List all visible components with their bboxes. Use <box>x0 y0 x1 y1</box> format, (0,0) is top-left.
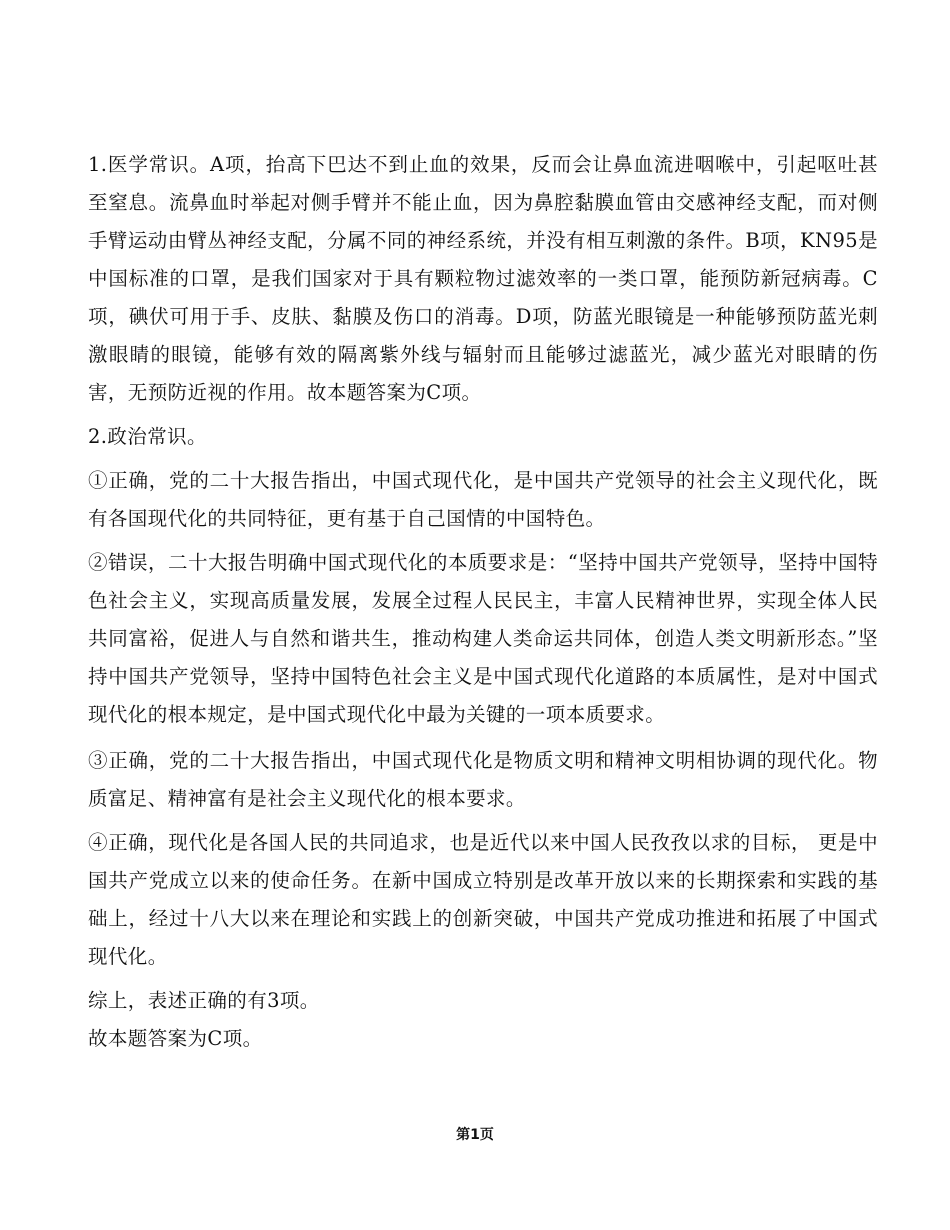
question-2-summary: 综上，表述正确的有3项。 <box>88 989 320 1012</box>
question-2-item-2: ②错误，二十大报告明确中国式现代化的本质要求是：“坚持中国共产党领导，坚持中国特色社会主义，实现高质量发展，发展全过程人民民主，丰富人民精神世界，实现全体人民共同富裕，促进人与自然和谐共生，推动构建人类命运共同体，创造人类文明新形态。”坚持中国共产党领导，坚持中国特色社会主义是中国式现代化道路的本质属性，是对中国式现代化的根本规定，是中国式现代化中最为关键的一项本质要求。 <box>88 551 878 726</box>
question-1-explanation: 1.医学常识。A项，抬高下巴达不到止血的效果，反而会让鼻血流进咽喉中，引起呕吐甚至窒息。流鼻血时举起对侧手臂并不能止血，因为鼻腔黏膜血管由交感神经支配，而对侧手臂运动由臂丛神经支配，分属不同的神经系统，并没有相互刺激的条件。B项，KN95是中国标准的口罩，是我们国家对于具有颗粒物过滤效率的一类口罩，能预防新冠病毒。C项，碘伏可用于手、皮肤、黏膜及伤口的消毒。D项，防蓝光眼镜是一种能够预防蓝光刺激眼睛的眼镜，能够有效的隔离紫外线与辐射而且能够过滤蓝光，减少蓝光对眼睛的伤害，无预防近视的作用。故本题答案为C项。 <box>88 153 878 404</box>
question-2-item-3: ③正确，党的二十大报告指出，中国式现代化是物质文明和精神文明相协调的现代化。物质富足、精神富有是社会主义现代化的根本要求。 <box>88 749 878 810</box>
page-number: 第1页 <box>456 1127 494 1143</box>
document-body <box>88 146 878 1058</box>
question-2-heading: 2.政治常识。 <box>88 425 207 448</box>
question-2-item-4: ④正确，现代化是各国人民的共同追求，也是近代以来中国人民孜孜以求的目标， 更是中国共产党成立以来的使命任务。在新中国成立特别是改革开放以来的长期探索和实践的基础上，经过十八大以来在理论和实践上的创新突破，中国共产党成功推进和拓展了中国式现代化。 <box>88 831 878 968</box>
question-2-item-1: ①正确，党的二十大报告指出，中国式现代化，是中国共产党领导的社会主义现代化，既有各国现代化的共同特征，更有基于自己国情的中国特色。 <box>88 469 878 530</box>
question-2-answer: 故本题答案为C项。 <box>88 1027 263 1050</box>
